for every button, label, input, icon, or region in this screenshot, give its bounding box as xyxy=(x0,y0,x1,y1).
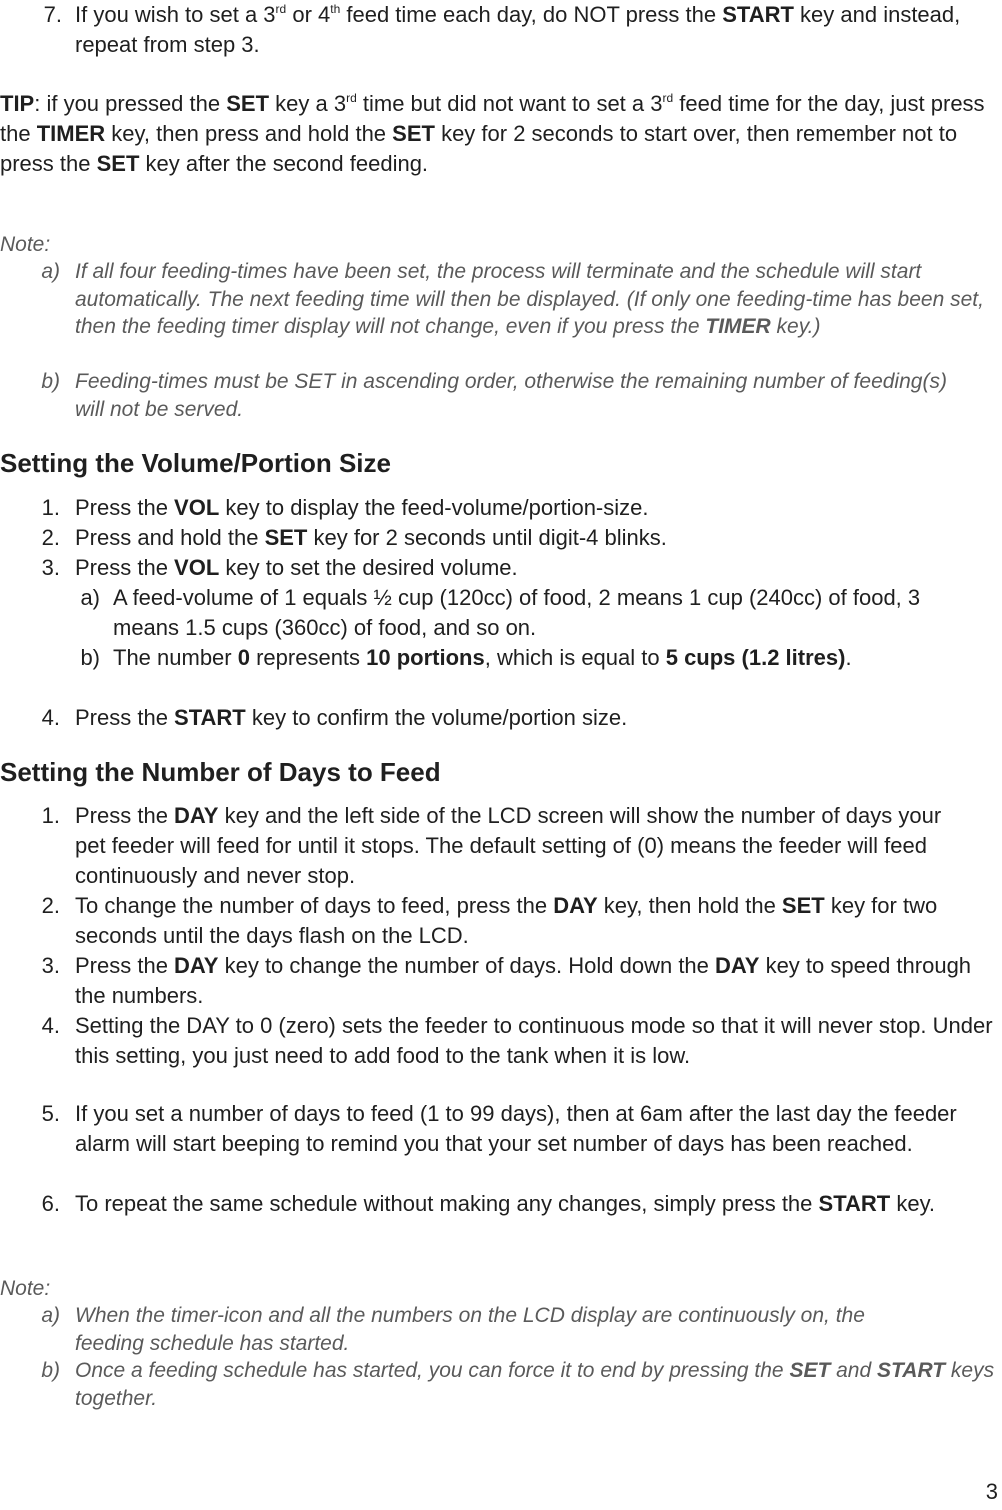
step-number: 1. xyxy=(41,495,60,520)
step-number: 4. xyxy=(41,1013,60,1038)
step-text: If you set a number of days to feed (1 to 99 days), then at 6am after the last day the feeder alarm will start beeping to remind you that your set number of days has been reached. xyxy=(75,1101,957,1156)
note-marker: b) xyxy=(41,370,60,393)
step-text: Press the DAY key and the left side of the LCD screen will show the number of days your pet feeder will feed for until it stops. The default setting of (0) means the feeder will feed continuously and never stop. xyxy=(75,803,942,888)
step-number: 4. xyxy=(41,705,60,730)
note-marker: a) xyxy=(41,260,60,283)
step-text: Setting the DAY to 0 (zero) sets the feeder to continuous mode so that it will never stop. Under this setting, you just need to add food to the tank when it is low. xyxy=(75,1013,993,1068)
sub-marker: b) xyxy=(80,645,100,670)
step-number: 2. xyxy=(41,893,60,918)
step-number: 2. xyxy=(41,525,60,550)
sub-marker: a) xyxy=(80,585,100,610)
step-text: Press the VOL key to set the desired volume. xyxy=(75,555,518,580)
sub-text: A feed-volume of 1 equals ½ cup (120cc) of food, 2 means 1 cup (240cc) of food, 3 means 1.5 cups (360cc) of food, and so on. xyxy=(113,585,921,640)
note-text: If all four feeding-times have been set, the process will terminate and the schedule will start automatically. The next feeding time will then be displayed. (If only one feeding-time has been set, then the feeding timer display will not change, even if you press the TIMER key.) xyxy=(75,260,984,338)
note-text: Feeding-times must be SET in ascending order, otherwise the remaining number of feeding(s) will not be served. xyxy=(75,370,947,421)
step-number: 3. xyxy=(41,953,60,978)
step-number: 5. xyxy=(41,1101,60,1126)
note-label: Note: xyxy=(0,1277,51,1300)
step-number: 3. xyxy=(41,555,60,580)
step-number: 6. xyxy=(41,1191,60,1216)
sub-text: The number 0 represents 10 portions, which is equal to 5 cups (1.2 litres). xyxy=(113,645,852,670)
step-7 xyxy=(0,0,1000,60)
step-text: To change the number of days to feed, press the DAY key, then hold the SET key for two seconds until the days flash on the LCD. xyxy=(75,893,938,948)
step-number: 7. xyxy=(43,2,62,27)
step-text: Press the DAY key to change the number of days. Hold down the DAY key to speed through the numbers. xyxy=(75,953,972,1008)
step-text: Press and hold the SET key for 2 seconds until digit-4 blinks. xyxy=(75,525,667,550)
step-text: Press the VOL key to display the feed-volume/portion-size. xyxy=(75,495,649,520)
section-heading-days: Setting the Number of Days to Feed xyxy=(0,757,441,787)
note-label: Note: xyxy=(0,233,51,256)
note-text: Once a feeding schedule has started, you can force it to end by pressing the SET and START keys together. xyxy=(75,1359,995,1410)
step-text: If you wish to set a 3rd or 4th feed time each day, do NOT press the START key and instead, repeat from step 3. xyxy=(75,2,961,57)
tip-paragraph: TIP: if you pressed the SET key a 3rd time but did not want to set a 3rd feed time for the day, just press the TIMER key, then press and hold the SET key for 2 seconds to start over, then remember not to press the SET key after the second feeding. xyxy=(0,91,985,176)
step-text: Press the START key to confirm the volume/portion size. xyxy=(75,705,628,730)
note-marker: a) xyxy=(41,1304,60,1327)
step-number: 1. xyxy=(41,803,60,828)
step-text: To repeat the same schedule without making any changes, simply press the START key. xyxy=(75,1191,936,1216)
section-heading-volume: Setting the Volume/Portion Size xyxy=(0,448,391,478)
page-number: 3 xyxy=(985,1479,998,1504)
note-text: When the timer-icon and all the numbers on the LCD display are continuously on, the feeding schedule has started. xyxy=(75,1304,865,1355)
note-marker: b) xyxy=(41,1359,60,1382)
